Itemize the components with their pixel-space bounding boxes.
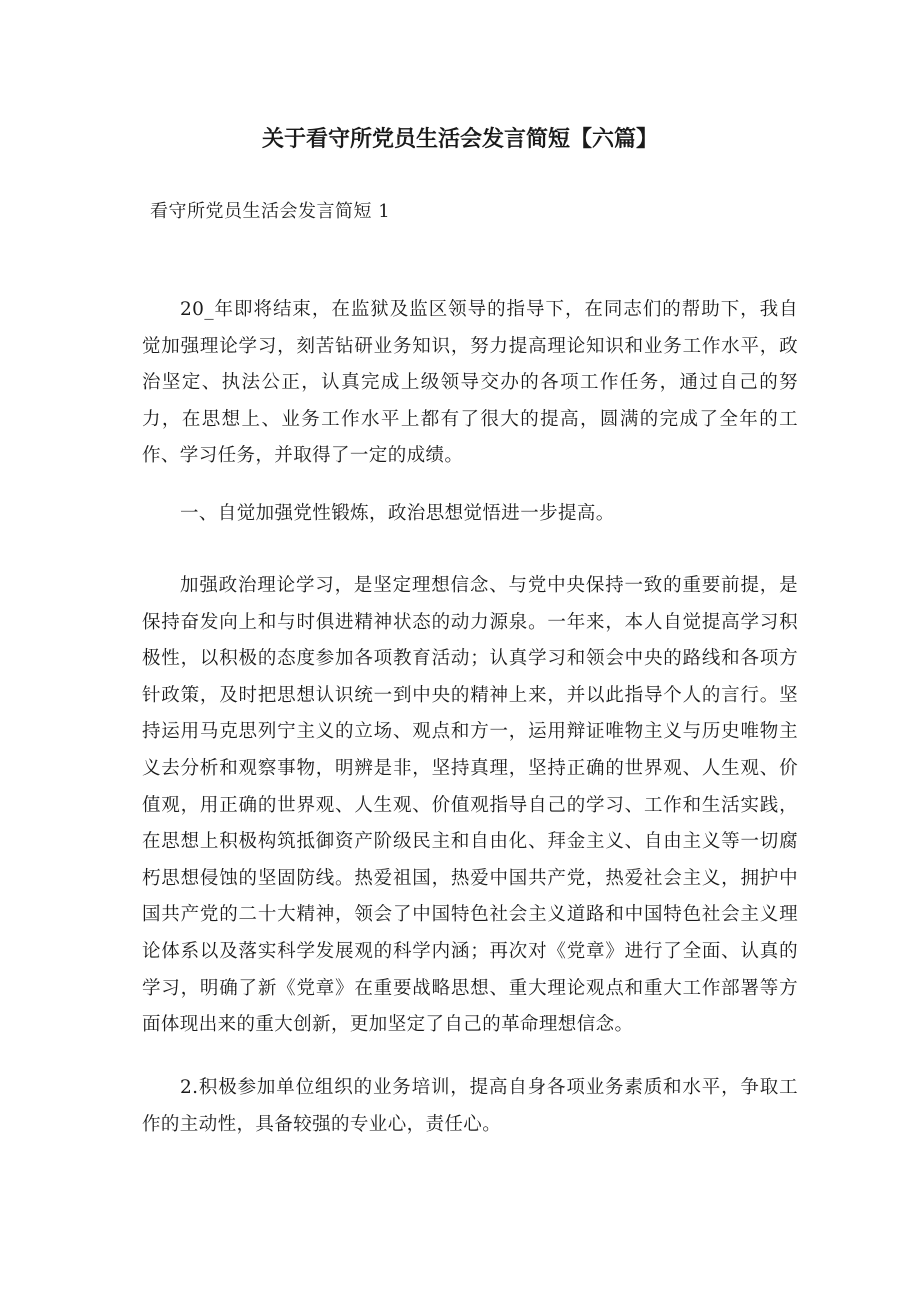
paragraph-heading-one: 一、自觉加强党性锻炼，政治思想觉悟进一步提高。 [180, 503, 615, 524]
document-title: 关于看守所党员生活会发言简短【六篇】 [261, 127, 658, 152]
section-heading: 看守所党员生活会发言简短 1 [150, 201, 391, 222]
paragraph-political-study: 加强政治理论学习，是坚定理想信念、与党中央保持一致的重要前提，是保持奋发向上和与时俱进精神状态的动力源泉。一年来，本人自觉提高学习积极性，以积极的态度参加各项教育活动；认真学习和领会中央的路线和各项方针政策，及时把思想认识统一到中央的精神上来，并以此指导个人的言行。坚持运用马克思列宁主义的立场、观点和方一，运用辩证唯物主义与历史唯物主义去分析和观察事物，明辨是非，坚持真理，坚持正确的世界观、人生观、价值观，用正确的世界观、人生观、价值观指导自己的学习、工作和生活实践，在思想上积极构筑抵御资产阶级民主和自由化、拜金主义、自由主义等一切腐朽思想侵蚀的坚固防线。热爱祖国，热爱中国共产党，热爱社会主义，拥护中国共产党的二十大精神，领会了中国特色社会主义道路和中国特色社会主义理论体系以及落实科学发展观的科学内涵；再次对《党章》进行了全面、认真的学习，明确了新《党章》在重要战略思想、重大理论观点和重大工作部署等方面体现出来的重大创新，更加坚定了自己的革命理想信念。 [142, 575, 798, 1036]
paragraph-training: 2.积极参加单位组织的业务培训，提高自身各项业务素质和水平，争取工作的主动性，具备较强的专业心，责任心。 [142, 1077, 798, 1135]
paragraph-intro: 20_年即将结束，在监狱及监区领导的指导下，在同志们的帮助下，我自觉加强理论学习，刻苦钻研业务知识，努力提高理论知识和业务工作水平，政治坚定、执法公正，认真完成上级领导交办的各项工作任务，通过自己的努力，在思想上、业务工作水平上都有了很大的提高，圆满的完成了全年的工作、学习任务，并取得了一定的成绩。 [142, 299, 798, 467]
